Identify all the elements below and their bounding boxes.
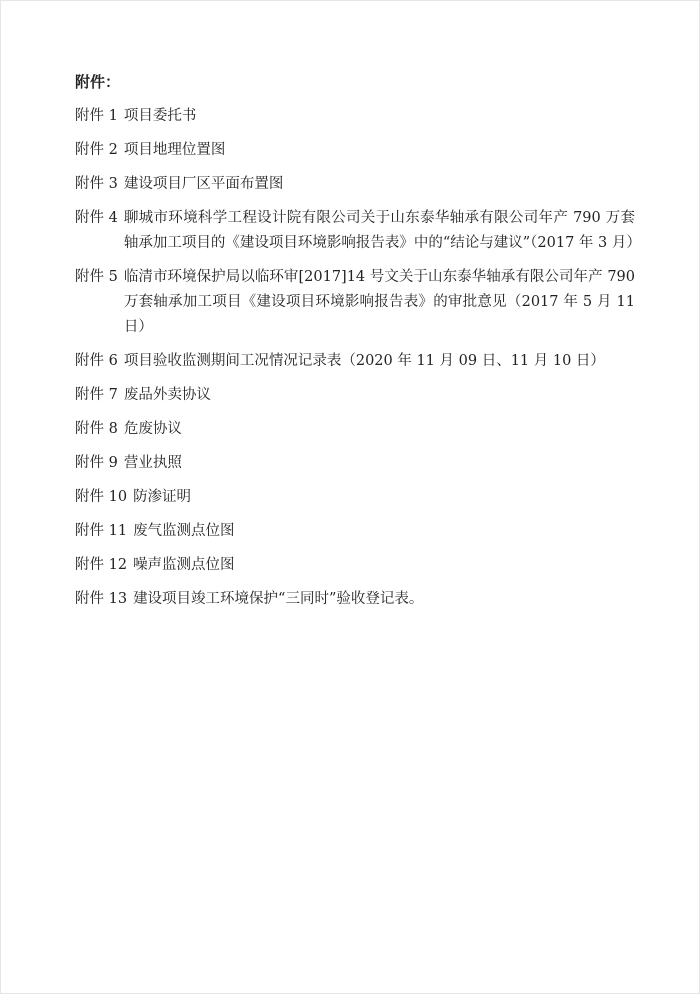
attachment-text: 项目地理位置图: [123, 142, 226, 158]
attachment-label: 附件 2: [75, 142, 118, 158]
attachment-label: 附件 1: [75, 108, 118, 124]
attachment-text: 建设项目竣工环境保护“三同时”验收登记表。: [133, 591, 424, 607]
attachment-item-6: [75, 349, 635, 374]
attachments-heading: 附件：: [75, 73, 121, 91]
attachment-item-2: [75, 138, 635, 163]
attachment-item-1: [75, 104, 635, 129]
attachment-text: 临清市环境保护局以临环审[2017]14 号文关于山东泰华轴承有限公司年产 790 万套轴承加工项目《建设项目环境影响报告表》的审批意见（2017 年 5 月 11 日）: [123, 269, 635, 335]
attachment-text: 项目验收监测期间工况情况记录表（2020 年 11 月 09 日、11 月 10 日）: [123, 353, 605, 369]
attachment-label: 附件 12: [75, 557, 128, 573]
attachment-item-5: [75, 265, 635, 340]
attachment-item-4: [75, 206, 641, 256]
attachment-text: 废气监测点位图: [133, 523, 235, 539]
attachment-text: 危废协议: [123, 421, 182, 437]
attachment-label: 附件 6: [75, 353, 118, 369]
attachment-item-10: [75, 485, 635, 510]
attachment-text: 项目委托书: [123, 108, 197, 124]
attachment-item-13: [75, 587, 635, 612]
attachment-label: 附件 7: [75, 387, 118, 403]
attachment-label: 附件 5: [75, 269, 118, 285]
attachment-label: 附件 3: [75, 176, 118, 192]
attachment-label: 附件 9: [75, 455, 118, 471]
attachments-list: [75, 69, 641, 621]
attachment-text: 废品外卖协议: [123, 387, 211, 403]
attachment-text: 噪声监测点位图: [133, 557, 235, 573]
attachment-item-7: [75, 383, 635, 408]
attachment-label: 附件 10: [75, 489, 128, 505]
attachment-item-3: [75, 172, 635, 197]
attachment-label: 附件 13: [75, 591, 128, 607]
attachment-label: 附件 4: [75, 210, 118, 226]
attachment-label: 附件 8: [75, 421, 118, 437]
attachment-item-12: [75, 553, 635, 578]
attachment-item-9: [75, 451, 635, 476]
attachment-text: 聊城市环境科学工程设计院有限公司关于山东泰华轴承有限公司年产 790 万套轴承加工项目的《建设项目环境影响报告表》中的“结论与建议”（2017 年 3 月）: [123, 210, 641, 251]
attachment-item-8: [75, 417, 635, 442]
attachment-text: 营业执照: [123, 455, 182, 471]
attachment-item-11: [75, 519, 635, 544]
attachment-text: 建设项目厂区平面布置图: [123, 176, 284, 192]
attachment-label: 附件 11: [75, 523, 128, 539]
attachment-text: 防渗证明: [133, 489, 192, 505]
